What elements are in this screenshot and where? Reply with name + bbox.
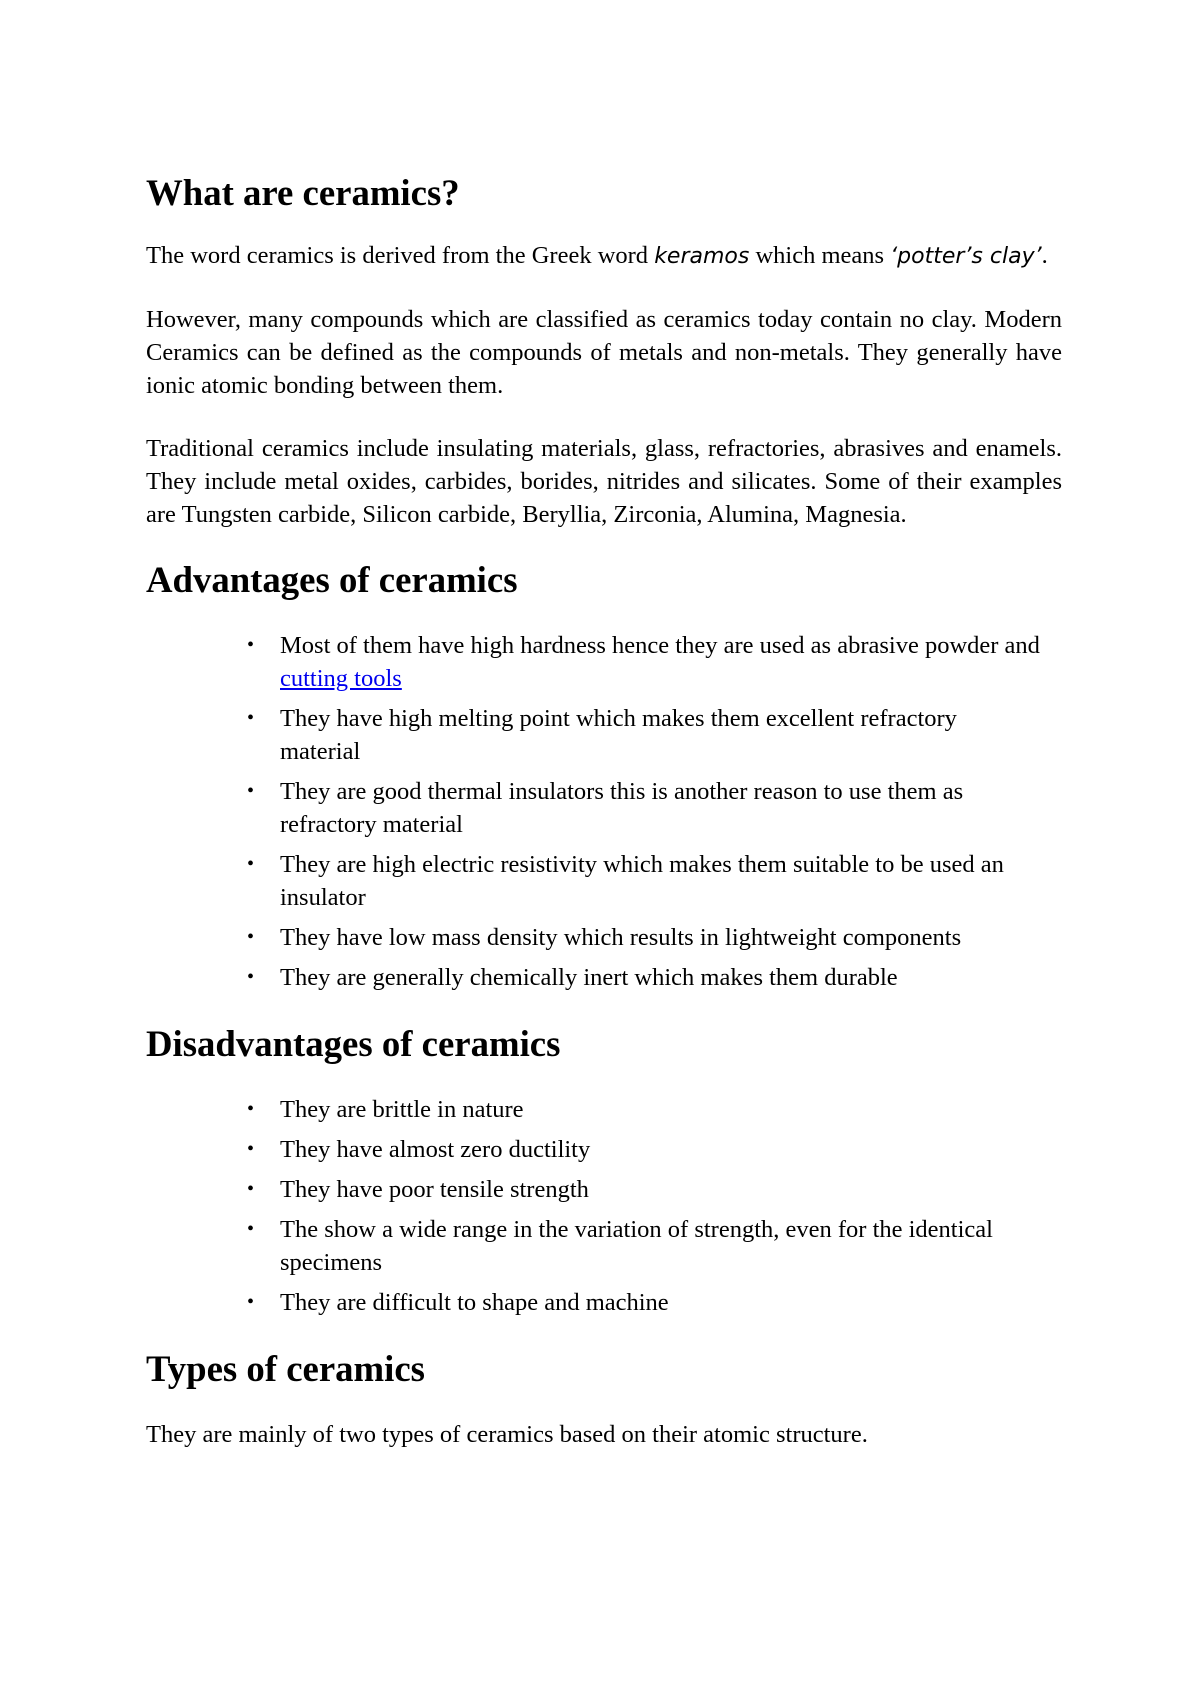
list-item-text: They have poor tensile strength bbox=[280, 1176, 589, 1203]
list-item-text: The show a wide range in the variation of strength, even for the identical specimens bbox=[280, 1216, 993, 1276]
bullet-icon: • bbox=[247, 1098, 255, 1120]
list-item-text: They are high electric resistivity which makes them suitable to be used an insulator bbox=[280, 851, 1004, 911]
list-item bbox=[247, 1213, 1062, 1279]
paragraph-definition bbox=[146, 239, 1062, 273]
definition-text-middle: which means bbox=[749, 242, 891, 269]
cutting-tools-link[interactable]: cutting tools bbox=[280, 665, 402, 692]
bullet-icon: • bbox=[247, 1291, 255, 1313]
list-item bbox=[247, 921, 1062, 954]
list-item bbox=[247, 961, 1062, 994]
document-page bbox=[146, 172, 1062, 1451]
list-item bbox=[247, 1286, 1062, 1319]
heading-what-are-ceramics: What are ceramics? bbox=[146, 172, 460, 213]
potters-clay-quote: ‘potter’s clay’ bbox=[890, 244, 1042, 269]
list-item-text: They have almost zero ductility bbox=[280, 1136, 591, 1163]
bullet-icon: • bbox=[247, 966, 255, 988]
list-item bbox=[247, 629, 1062, 695]
bullet-icon: • bbox=[247, 634, 255, 656]
disadvantages-list bbox=[146, 1093, 1062, 1319]
heading-advantages: Advantages of ceramics bbox=[146, 559, 518, 600]
bullet-icon: • bbox=[247, 780, 255, 802]
list-item-text: They have high melting point which makes them excellent refractory material bbox=[280, 705, 957, 765]
definition-text-end: . bbox=[1041, 242, 1048, 269]
list-item-text: Most of them have high hardness hence they are used as abrasive powder and bbox=[280, 632, 1040, 659]
greek-term: keramos bbox=[654, 244, 750, 269]
list-item-text: They are good thermal insulators this is another reason to use them as refractory material bbox=[280, 778, 964, 838]
bullet-icon: • bbox=[247, 1178, 255, 1200]
list-item bbox=[247, 775, 1062, 841]
paragraph-modern-ceramics: However, many compounds which are classified as ceramics today contain no clay. Modern Ceramics can be defined as the compounds of metals and non-metals. They generally have ionic atomic bonding between them. bbox=[146, 306, 1062, 399]
list-item bbox=[247, 702, 1062, 768]
definition-text-start: The word ceramics is derived from the Greek word bbox=[146, 242, 655, 269]
bullet-icon: • bbox=[247, 853, 255, 875]
bullet-icon: • bbox=[247, 707, 255, 729]
list-item bbox=[247, 1133, 1062, 1166]
bullet-icon: • bbox=[247, 926, 255, 948]
advantages-list bbox=[146, 629, 1062, 994]
list-item bbox=[247, 1173, 1062, 1206]
list-item-text: They are brittle in nature bbox=[280, 1096, 524, 1123]
heading-disadvantages: Disadvantages of ceramics bbox=[146, 1023, 561, 1064]
list-item bbox=[247, 848, 1062, 914]
list-item-text: They are generally chemically inert which makes them durable bbox=[280, 964, 898, 991]
bullet-icon: • bbox=[247, 1218, 255, 1240]
heading-types: Types of ceramics bbox=[146, 1348, 425, 1389]
list-item-text: They have low mass density which results in lightweight components bbox=[280, 924, 962, 951]
bullet-icon: • bbox=[247, 1138, 255, 1160]
paragraph-traditional-ceramics: Traditional ceramics include insulating materials, glass, refractories, abrasives and enamels. They include metal oxides, carbides, borides, nitrides and silicates. Some of their examples are Tungsten carbide, Silicon carbide, Beryllia, Zirconia, Alumina, Magnesia. bbox=[146, 435, 1062, 528]
list-item-text: They are difficult to shape and machine bbox=[280, 1289, 669, 1316]
paragraph-types: They are mainly of two types of ceramics based on their atomic structure. bbox=[146, 1421, 868, 1448]
list-item bbox=[247, 1093, 1062, 1126]
